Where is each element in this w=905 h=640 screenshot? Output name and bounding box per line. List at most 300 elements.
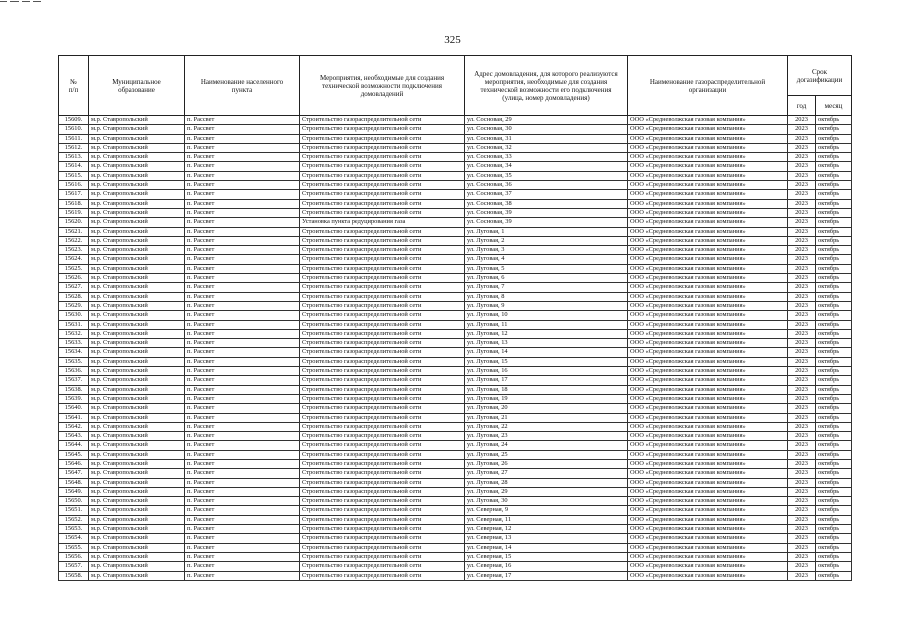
month-cell: октябрь <box>816 255 852 264</box>
organization-cell: ООО «Средневолжская газовая компания» <box>628 441 788 450</box>
row-number: 15623. <box>59 246 89 255</box>
month-cell: октябрь <box>816 515 852 524</box>
measure-cell: Строительство газораспределительной сети <box>300 404 465 413</box>
settlement-cell: п. Рассвет <box>185 543 300 552</box>
address-cell: ул. Луговая, 8 <box>465 292 628 301</box>
month-cell: октябрь <box>816 571 852 580</box>
organization-cell: ООО «Средневолжская газовая компания» <box>628 153 788 162</box>
header-num: № п/п <box>59 56 89 116</box>
month-cell: октябрь <box>816 506 852 515</box>
settlement-cell: п. Рассвет <box>185 506 300 515</box>
month-cell: октябрь <box>816 264 852 273</box>
settlement-cell: п. Рассвет <box>185 311 300 320</box>
measure-cell: Строительство газораспределительной сети <box>300 236 465 245</box>
measure-cell: Строительство газораспределительной сети <box>300 227 465 236</box>
header-deadline: Срок догазификации <box>788 56 852 96</box>
table-row <box>59 385 852 394</box>
organization-cell: ООО «Средневолжская газовая компания» <box>628 432 788 441</box>
settlement-cell: п. Рассвет <box>185 199 300 208</box>
header-municipality: Муниципальное образование <box>89 56 185 116</box>
organization-cell: ООО «Средневолжская газовая компания» <box>628 543 788 552</box>
row-number: 15636. <box>59 367 89 376</box>
table-row <box>59 227 852 236</box>
page-number: 325 <box>444 34 461 46</box>
table-row <box>59 515 852 524</box>
year-cell: 2023 <box>788 283 816 292</box>
settlement-cell: п. Рассвет <box>185 552 300 561</box>
measure-cell: Строительство газораспределительной сети <box>300 134 465 143</box>
measure-cell: Строительство газораспределительной сети <box>300 441 465 450</box>
address-cell: ул. Луговая, 28 <box>465 478 628 487</box>
year-cell: 2023 <box>788 348 816 357</box>
municipality-cell: м.р. Ставропольский <box>89 311 185 320</box>
municipality-cell: м.р. Ставропольский <box>89 134 185 143</box>
organization-cell: ООО «Средневолжская газовая компания» <box>628 143 788 152</box>
organization-cell: ООО «Средневолжская газовая компания» <box>628 534 788 543</box>
organization-cell: ООО «Средневолжская газовая компания» <box>628 404 788 413</box>
municipality-cell: м.р. Ставропольский <box>89 218 185 227</box>
municipality-cell: м.р. Ставропольский <box>89 394 185 403</box>
organization-cell: ООО «Средневолжская газовая компания» <box>628 478 788 487</box>
table-row <box>59 562 852 571</box>
organization-cell: ООО «Средневолжская газовая компания» <box>628 292 788 301</box>
municipality-cell: м.р. Ставропольский <box>89 125 185 134</box>
organization-cell: ООО «Средневолжская газовая компания» <box>628 125 788 134</box>
table-row <box>59 236 852 245</box>
settlement-cell: п. Рассвет <box>185 153 300 162</box>
settlement-cell: п. Рассвет <box>185 292 300 301</box>
municipality-cell: м.р. Ставропольский <box>89 552 185 561</box>
address-cell: ул. Луговая, 6 <box>465 274 628 283</box>
table-row <box>59 264 852 273</box>
organization-cell: ООО «Средневолжская газовая компания» <box>628 208 788 217</box>
organization-cell: ООО «Средневолжская газовая компания» <box>628 357 788 366</box>
month-cell: октябрь <box>816 311 852 320</box>
municipality-cell: м.р. Ставропольский <box>89 441 185 450</box>
table-row <box>59 478 852 487</box>
row-number: 15658. <box>59 571 89 580</box>
month-cell: октябрь <box>816 525 852 534</box>
month-cell: октябрь <box>816 459 852 468</box>
row-number: 15635. <box>59 357 89 366</box>
row-number: 15644. <box>59 441 89 450</box>
address-cell: ул. Северная, 13 <box>465 534 628 543</box>
organization-cell: ООО «Средневолжская газовая компания» <box>628 301 788 310</box>
row-number: 15638. <box>59 385 89 394</box>
month-cell: октябрь <box>816 199 852 208</box>
measure-cell: Строительство газораспределительной сети <box>300 162 465 171</box>
month-cell: октябрь <box>816 543 852 552</box>
year-cell: 2023 <box>788 413 816 422</box>
address-cell: ул. Сосновая, 38 <box>465 199 628 208</box>
municipality-cell: м.р. Ставропольский <box>89 274 185 283</box>
table-row <box>59 376 852 385</box>
year-cell: 2023 <box>788 367 816 376</box>
row-number: 15653. <box>59 525 89 534</box>
table-row <box>59 543 852 552</box>
month-cell: октябрь <box>816 236 852 245</box>
year-cell: 2023 <box>788 171 816 180</box>
month-cell: октябрь <box>816 394 852 403</box>
table-row <box>59 450 852 459</box>
municipality-cell: м.р. Ставропольский <box>89 571 185 580</box>
row-number: 15620. <box>59 218 89 227</box>
measure-cell: Строительство газораспределительной сети <box>300 255 465 264</box>
year-cell: 2023 <box>788 552 816 561</box>
municipality-cell: м.р. Ставропольский <box>89 181 185 190</box>
organization-cell: ООО «Средневолжская газовая компания» <box>628 552 788 561</box>
measure-cell: Строительство газораспределительной сети <box>300 487 465 496</box>
table-row <box>59 571 852 580</box>
table-row <box>59 469 852 478</box>
row-number: 15612. <box>59 143 89 152</box>
settlement-cell: п. Рассвет <box>185 181 300 190</box>
measure-cell: Строительство газораспределительной сети <box>300 534 465 543</box>
measure-cell: Строительство газораспределительной сети <box>300 367 465 376</box>
year-cell: 2023 <box>788 562 816 571</box>
year-cell: 2023 <box>788 469 816 478</box>
year-cell: 2023 <box>788 571 816 580</box>
row-number: 15651. <box>59 506 89 515</box>
header-year: год <box>788 96 816 116</box>
measure-cell: Строительство газораспределительной сети <box>300 283 465 292</box>
measure-cell: Строительство газораспределительной сети <box>300 208 465 217</box>
measure-cell: Строительство газораспределительной сети <box>300 190 465 199</box>
year-cell: 2023 <box>788 320 816 329</box>
table-row <box>59 404 852 413</box>
address-cell: ул. Луговая, 25 <box>465 450 628 459</box>
municipality-cell: м.р. Ставропольский <box>89 153 185 162</box>
year-cell: 2023 <box>788 357 816 366</box>
organization-cell: ООО «Средневолжская газовая компания» <box>628 190 788 199</box>
organization-cell: ООО «Средневолжская газовая компания» <box>628 255 788 264</box>
address-cell: ул. Луговая, 1 <box>465 227 628 236</box>
measure-cell: Строительство газораспределительной сети <box>300 506 465 515</box>
settlement-cell: п. Рассвет <box>185 320 300 329</box>
settlement-cell: п. Рассвет <box>185 404 300 413</box>
measure-cell: Строительство газораспределительной сети <box>300 469 465 478</box>
address-cell: ул. Сосновая, 29 <box>465 116 628 125</box>
table-row <box>59 255 852 264</box>
municipality-cell: м.р. Ставропольский <box>89 255 185 264</box>
row-number: 15627. <box>59 283 89 292</box>
row-number: 15611. <box>59 134 89 143</box>
month-cell: октябрь <box>816 562 852 571</box>
measure-cell: Строительство газораспределительной сети <box>300 311 465 320</box>
organization-cell: ООО «Средневолжская газовая компания» <box>628 422 788 431</box>
table-row <box>59 218 852 227</box>
year-cell: 2023 <box>788 153 816 162</box>
measure-cell: Строительство газораспределительной сети <box>300 116 465 125</box>
settlement-cell: п. Рассвет <box>185 116 300 125</box>
organization-cell: ООО «Средневолжская газовая компания» <box>628 311 788 320</box>
month-cell: октябрь <box>816 329 852 338</box>
address-cell: ул. Северная, 16 <box>465 562 628 571</box>
address-cell: ул. Северная, 17 <box>465 571 628 580</box>
table-row <box>59 116 852 125</box>
settlement-cell: п. Рассвет <box>185 208 300 217</box>
year-cell: 2023 <box>788 227 816 236</box>
organization-cell: ООО «Средневолжская газовая компания» <box>628 339 788 348</box>
month-cell: октябрь <box>816 246 852 255</box>
year-cell: 2023 <box>788 246 816 255</box>
row-number: 15647. <box>59 469 89 478</box>
municipality-cell: м.р. Ставропольский <box>89 497 185 506</box>
municipality-cell: м.р. Ставропольский <box>89 478 185 487</box>
municipality-cell: м.р. Ставропольский <box>89 320 185 329</box>
header-month: месяц <box>816 96 852 116</box>
table-row <box>59 143 852 152</box>
table-row <box>59 348 852 357</box>
year-cell: 2023 <box>788 441 816 450</box>
year-cell: 2023 <box>788 543 816 552</box>
measure-cell: Строительство газораспределительной сети <box>300 525 465 534</box>
municipality-cell: м.р. Ставропольский <box>89 208 185 217</box>
municipality-cell: м.р. Ставропольский <box>89 422 185 431</box>
settlement-cell: п. Рассвет <box>185 171 300 180</box>
row-number: 15625. <box>59 264 89 273</box>
settlement-cell: п. Рассвет <box>185 562 300 571</box>
address-cell: ул. Луговая, 14 <box>465 348 628 357</box>
settlement-cell: п. Рассвет <box>185 357 300 366</box>
row-number: 15621. <box>59 227 89 236</box>
settlement-cell: п. Рассвет <box>185 134 300 143</box>
organization-cell: ООО «Средневолжская газовая компания» <box>628 171 788 180</box>
month-cell: октябрь <box>816 385 852 394</box>
municipality-cell: м.р. Ставропольский <box>89 301 185 310</box>
year-cell: 2023 <box>788 218 816 227</box>
organization-cell: ООО «Средневолжская газовая компания» <box>628 320 788 329</box>
municipality-cell: м.р. Ставропольский <box>89 264 185 273</box>
table-row <box>59 394 852 403</box>
municipality-cell: м.р. Ставропольский <box>89 339 185 348</box>
measure-cell: Строительство газораспределительной сети <box>300 413 465 422</box>
municipality-cell: м.р. Ставропольский <box>89 143 185 152</box>
organization-cell: ООО «Средневолжская газовая компания» <box>628 246 788 255</box>
table-row <box>59 413 852 422</box>
municipality-cell: м.р. Ставропольский <box>89 190 185 199</box>
table-row <box>59 301 852 310</box>
month-cell: октябрь <box>816 274 852 283</box>
settlement-cell: п. Рассвет <box>185 385 300 394</box>
settlement-cell: п. Рассвет <box>185 497 300 506</box>
month-cell: октябрь <box>816 450 852 459</box>
measure-cell: Строительство газораспределительной сети <box>300 515 465 524</box>
municipality-cell: м.р. Ставропольский <box>89 432 185 441</box>
municipality-cell: м.р. Ставропольский <box>89 357 185 366</box>
year-cell: 2023 <box>788 497 816 506</box>
municipality-cell: м.р. Ставропольский <box>89 236 185 245</box>
row-number: 15615. <box>59 171 89 180</box>
month-cell: октябрь <box>816 153 852 162</box>
settlement-cell: п. Рассвет <box>185 301 300 310</box>
table-row <box>59 283 852 292</box>
organization-cell: ООО «Средневолжская газовая компания» <box>628 264 788 273</box>
row-number: 15626. <box>59 274 89 283</box>
municipality-cell: м.р. Ставропольский <box>89 227 185 236</box>
measure-cell: Строительство газораспределительной сети <box>300 199 465 208</box>
settlement-cell: п. Рассвет <box>185 227 300 236</box>
row-number: 15614. <box>59 162 89 171</box>
organization-cell: ООО «Средневолжская газовая компания» <box>628 227 788 236</box>
organization-cell: ООО «Средневолжская газовая компания» <box>628 348 788 357</box>
municipality-cell: м.р. Ставропольский <box>89 515 185 524</box>
year-cell: 2023 <box>788 143 816 152</box>
address-cell: ул. Луговая, 19 <box>465 394 628 403</box>
settlement-cell: п. Рассвет <box>185 125 300 134</box>
address-cell: ул. Луговая, 13 <box>465 339 628 348</box>
address-cell: ул. Луговая, 5 <box>465 264 628 273</box>
organization-cell: ООО «Средневолжская газовая компания» <box>628 116 788 125</box>
measure-cell: Строительство газораспределительной сети <box>300 143 465 152</box>
table-row <box>59 311 852 320</box>
table-row <box>59 320 852 329</box>
table-row <box>59 534 852 543</box>
settlement-cell: п. Рассвет <box>185 246 300 255</box>
month-cell: октябрь <box>816 432 852 441</box>
municipality-cell: м.р. Ставропольский <box>89 385 185 394</box>
table-row <box>59 339 852 348</box>
row-number: 15646. <box>59 459 89 468</box>
municipality-cell: м.р. Ставропольский <box>89 162 185 171</box>
row-number: 15616. <box>59 181 89 190</box>
address-cell: ул. Луговая, 16 <box>465 367 628 376</box>
measure-cell: Строительство газораспределительной сети <box>300 450 465 459</box>
organization-cell: ООО «Средневолжская газовая компания» <box>628 469 788 478</box>
table-row <box>59 422 852 431</box>
address-cell: ул. Луговая, 21 <box>465 413 628 422</box>
settlement-cell: п. Рассвет <box>185 367 300 376</box>
row-number: 15654. <box>59 534 89 543</box>
scan-edge-mark <box>0 0 50 3</box>
year-cell: 2023 <box>788 274 816 283</box>
measure-cell: Строительство газораспределительной сети <box>300 422 465 431</box>
month-cell: октябрь <box>816 357 852 366</box>
settlement-cell: п. Рассвет <box>185 274 300 283</box>
row-number: 15630. <box>59 311 89 320</box>
settlement-cell: п. Рассвет <box>185 413 300 422</box>
month-cell: октябрь <box>816 413 852 422</box>
month-cell: октябрь <box>816 552 852 561</box>
table-body <box>59 116 852 581</box>
organization-cell: ООО «Средневолжская газовая компания» <box>628 487 788 496</box>
row-number: 15649. <box>59 487 89 496</box>
measure-cell: Строительство газораспределительной сети <box>300 320 465 329</box>
year-cell: 2023 <box>788 134 816 143</box>
settlement-cell: п. Рассвет <box>185 571 300 580</box>
organization-cell: ООО «Средневолжская газовая компания» <box>628 162 788 171</box>
municipality-cell: м.р. Ставропольский <box>89 450 185 459</box>
organization-cell: ООО «Средневолжская газовая компания» <box>628 134 788 143</box>
year-cell: 2023 <box>788 162 816 171</box>
table-row <box>59 246 852 255</box>
table-row <box>59 552 852 561</box>
address-cell: ул. Северная, 11 <box>465 515 628 524</box>
year-cell: 2023 <box>788 394 816 403</box>
month-cell: октябрь <box>816 487 852 496</box>
month-cell: октябрь <box>816 218 852 227</box>
year-cell: 2023 <box>788 506 816 515</box>
address-cell: ул. Луговая, 26 <box>465 459 628 468</box>
month-cell: октябрь <box>816 125 852 134</box>
settlement-cell: п. Рассвет <box>185 525 300 534</box>
table-row <box>59 432 852 441</box>
settlement-cell: п. Рассвет <box>185 236 300 245</box>
year-cell: 2023 <box>788 264 816 273</box>
address-cell: ул. Луговая, 7 <box>465 283 628 292</box>
table-row <box>59 190 852 199</box>
measure-cell: Строительство газораспределительной сети <box>300 432 465 441</box>
address-cell: ул. Луговая, 2 <box>465 236 628 245</box>
month-cell: октябрь <box>816 162 852 171</box>
year-cell: 2023 <box>788 385 816 394</box>
year-cell: 2023 <box>788 208 816 217</box>
measure-cell: Строительство газораспределительной сети <box>300 497 465 506</box>
settlement-cell: п. Рассвет <box>185 450 300 459</box>
measure-cell: Строительство газораспределительной сети <box>300 301 465 310</box>
row-number: 15618. <box>59 199 89 208</box>
month-cell: октябрь <box>816 534 852 543</box>
row-number: 15643. <box>59 432 89 441</box>
row-number: 15624. <box>59 255 89 264</box>
row-number: 15610. <box>59 125 89 134</box>
measure-cell: Строительство газораспределительной сети <box>300 552 465 561</box>
table-row <box>59 274 852 283</box>
month-cell: октябрь <box>816 208 852 217</box>
month-cell: октябрь <box>816 497 852 506</box>
measure-cell: Строительство газораспределительной сети <box>300 478 465 487</box>
settlement-cell: п. Рассвет <box>185 283 300 292</box>
address-cell: ул. Сосновая, 39 <box>465 218 628 227</box>
settlement-cell: п. Рассвет <box>185 339 300 348</box>
year-cell: 2023 <box>788 487 816 496</box>
year-cell: 2023 <box>788 525 816 534</box>
municipality-cell: м.р. Ставропольский <box>89 525 185 534</box>
address-cell: ул. Луговая, 9 <box>465 301 628 310</box>
row-number: 15648. <box>59 478 89 487</box>
municipality-cell: м.р. Ставропольский <box>89 487 185 496</box>
month-cell: октябрь <box>816 143 852 152</box>
municipality-cell: м.р. Ставропольский <box>89 413 185 422</box>
measure-cell: Строительство газораспределительной сети <box>300 357 465 366</box>
municipality-cell: м.р. Ставропольский <box>89 283 185 292</box>
measure-cell: Строительство газораспределительной сети <box>300 246 465 255</box>
month-cell: октябрь <box>816 181 852 190</box>
settlement-cell: п. Рассвет <box>185 487 300 496</box>
year-cell: 2023 <box>788 236 816 245</box>
row-number: 15609. <box>59 116 89 125</box>
row-number: 15640. <box>59 404 89 413</box>
measure-cell: Строительство газораспределительной сети <box>300 385 465 394</box>
table-row <box>59 357 852 366</box>
measure-cell: Строительство газораспределительной сети <box>300 153 465 162</box>
year-cell: 2023 <box>788 339 816 348</box>
address-cell: ул. Луговая, 23 <box>465 432 628 441</box>
month-cell: октябрь <box>816 171 852 180</box>
header-address: Адрес домовладения, для которого реализуются мероприятия, необходимые для создания технической возможности его подключения (улица, номер домовладения) <box>465 56 628 116</box>
table-row <box>59 208 852 217</box>
measure-cell: Установка пункта редуцирования газа <box>300 218 465 227</box>
month-cell: октябрь <box>816 404 852 413</box>
row-number: 15657. <box>59 562 89 571</box>
table-row <box>59 162 852 171</box>
settlement-cell: п. Рассвет <box>185 534 300 543</box>
organization-cell: ООО «Средневолжская газовая компания» <box>628 181 788 190</box>
municipality-cell: м.р. Ставропольский <box>89 506 185 515</box>
year-cell: 2023 <box>788 292 816 301</box>
table-row <box>59 134 852 143</box>
address-cell: ул. Северная, 15 <box>465 552 628 561</box>
